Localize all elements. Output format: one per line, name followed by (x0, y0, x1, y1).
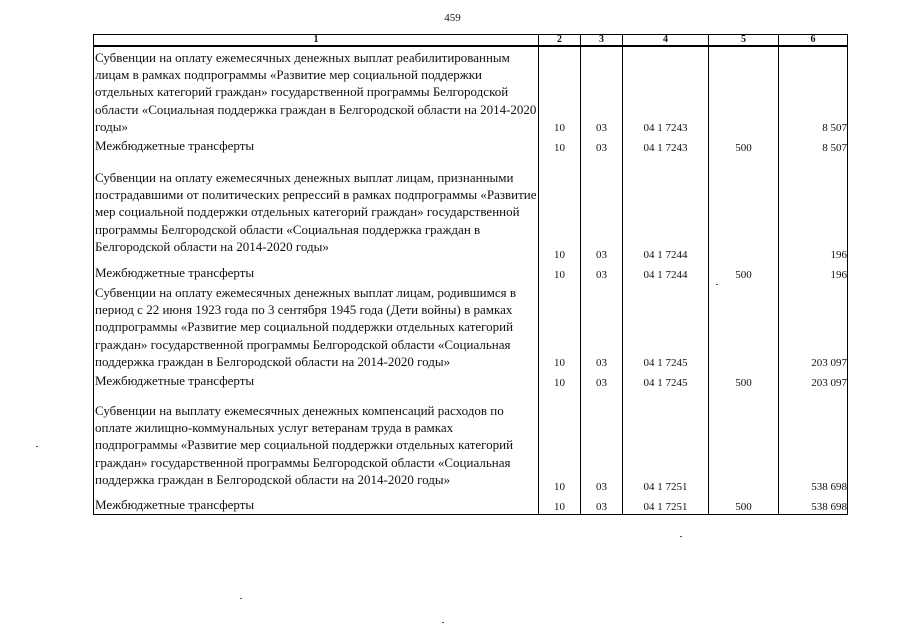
row-target-code: 04 1 7251 (623, 390, 709, 494)
table-row (94, 390, 848, 494)
header-col-1: 1 (94, 35, 539, 47)
row-amount: 196 (779, 155, 848, 262)
row-description: Межбюджетные трансферты (94, 370, 539, 390)
row-subsection: 03 (581, 262, 623, 282)
row-section: 10 (539, 155, 581, 262)
scan-speck (716, 284, 718, 285)
table-row (94, 155, 848, 262)
header-col-6: 6 (779, 35, 848, 47)
row-description: Межбюджетные трансферты (94, 135, 539, 155)
row-subsection: 03 (581, 390, 623, 494)
row-section: 10 (539, 370, 581, 390)
row-description: Субвенции на оплату ежемесячных денежных выплат реабилитированным лицам в рамках подпрограммы «Развитие мер социальной поддержки отдельных категорий граждан» государственной программы Белгородской области «Социальная поддержка граждан в Белгородской области на 2014-2020 годы» (94, 46, 539, 135)
row-expense-type (709, 155, 779, 262)
row-amount: 538 698 (779, 390, 848, 494)
row-expense-type (709, 390, 779, 494)
table-row (94, 262, 848, 282)
row-amount: 538 698 (779, 494, 848, 515)
row-target-code: 04 1 7243 (623, 46, 709, 135)
table-row (94, 46, 848, 135)
row-section: 10 (539, 262, 581, 282)
scan-speck (36, 446, 38, 447)
header-col-3: 3 (581, 35, 623, 47)
row-description: Межбюджетные трансферты (94, 494, 539, 515)
row-subsection: 03 (581, 155, 623, 262)
row-expense-type: 500 (709, 370, 779, 390)
row-amount: 8 507 (779, 46, 848, 135)
table-row (94, 135, 848, 155)
row-target-code: 04 1 7245 (623, 370, 709, 390)
row-amount: 203 097 (779, 282, 848, 370)
table-row (94, 282, 848, 370)
table-row (94, 370, 848, 390)
budget-table (93, 34, 848, 515)
header-row (94, 35, 848, 47)
row-expense-type: 500 (709, 494, 779, 515)
scan-speck (680, 536, 682, 537)
row-section: 10 (539, 494, 581, 515)
header-col-5: 5 (709, 35, 779, 47)
row-subsection: 03 (581, 135, 623, 155)
scan-speck (240, 598, 242, 599)
row-subsection: 03 (581, 370, 623, 390)
row-subsection: 03 (581, 282, 623, 370)
row-subsection: 03 (581, 46, 623, 135)
header-col-4: 4 (623, 35, 709, 47)
scan-speck (442, 622, 444, 623)
page-number: 459 (444, 12, 461, 24)
row-target-code: 04 1 7245 (623, 282, 709, 370)
row-section: 10 (539, 282, 581, 370)
row-description: Межбюджетные трансферты (94, 262, 539, 282)
row-expense-type: 500 (709, 262, 779, 282)
row-target-code: 04 1 7243 (623, 135, 709, 155)
row-section: 10 (539, 46, 581, 135)
row-expense-type: 500 (709, 135, 779, 155)
row-amount: 203 097 (779, 370, 848, 390)
row-expense-type (709, 282, 779, 370)
table-row (94, 494, 848, 515)
row-section: 10 (539, 390, 581, 494)
row-amount: 196 (779, 262, 848, 282)
row-expense-type (709, 46, 779, 135)
row-target-code: 04 1 7244 (623, 155, 709, 262)
row-description: Субвенции на оплату ежемесячных денежных выплат лицам, признанными пострадавшими от политических репрессий в рамках подпрограммы «Развитие мер социальной поддержки отдельных категорий граждан» государственной программы Белгородской области «Социальная поддержка граждан в Белгородской области на 2014-2020 годы» (94, 155, 539, 262)
row-target-code: 04 1 7251 (623, 494, 709, 515)
row-description: Субвенции на выплату ежемесячных денежных компенсаций расходов по оплате жилищно-коммунальных услуг ветеранам труда в рамках подпрограммы «Развитие мер социальной поддержки отдельных категорий граждан» государственной программы Белгородской области «Социальная поддержка граждан в Белгородской области на 2014-2020 годы» (94, 390, 539, 494)
row-amount: 8 507 (779, 135, 848, 155)
row-subsection: 03 (581, 494, 623, 515)
header-col-2: 2 (539, 35, 581, 47)
row-target-code: 04 1 7244 (623, 262, 709, 282)
row-description: Субвенции на оплату ежемесячных денежных выплат лицам, родившимся в период с 22 июня 1923 года по 3 сентября 1945 года (Дети войны) в рамках подпрограммы «Развитие мер социальной поддержки отдельных категорий граждан» государственной программы Белгородской области «Социальная поддержка граждан в Белгородской области на 2014-2020 годы» (94, 282, 539, 370)
row-section: 10 (539, 135, 581, 155)
